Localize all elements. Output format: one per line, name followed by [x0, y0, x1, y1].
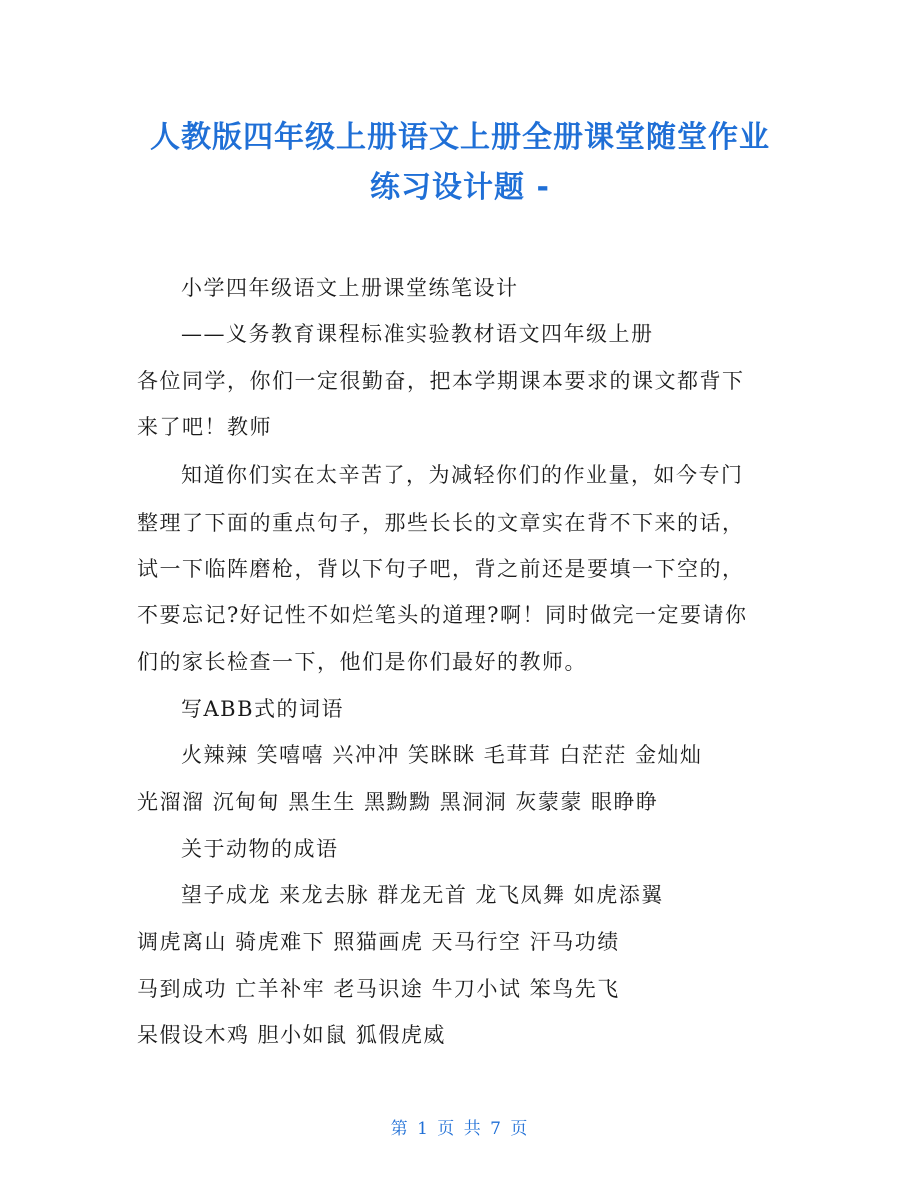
idiom-list-line: 望子成龙 来龙去脉 群龙无首 龙飞凤舞 如虎添翼: [181, 883, 664, 907]
word-list-line: 火辣辣 笑嘻嘻 兴冲冲 笑眯眯 毛茸茸 白茫茫 金灿灿: [181, 743, 703, 767]
paragraph-line: 们的家长检查一下，他们是你们最好的教师。: [137, 650, 587, 674]
idiom-list-line: 呆假设木鸡 胆小如鼠 狐假虎威: [137, 1023, 446, 1047]
paragraph-line: 知道你们实在太辛苦了，为减轻你们的作业量，如今专门: [181, 463, 744, 487]
paragraph-line: 各位同学，你们一定很勤奋，把本学期课本要求的课文都背下: [137, 369, 745, 393]
paragraph-line: 试一下临阵磨枪，背以下句子吧，背之前还是要填一下空的，: [137, 557, 745, 581]
word-list-line: 光溜溜 沉甸甸 黑生生 黑黝黝 黑洞洞 灰蒙蒙 眼睁睁: [137, 790, 659, 814]
document-title-line-2: 练习设计题 -: [370, 170, 550, 205]
paragraph-line: 整理了下面的重点句子，那些长长的文章实在背不下来的话，: [137, 511, 745, 535]
section-heading-idioms: 关于动物的成语: [181, 837, 339, 861]
section-heading-abb: 写ABB式的词语: [181, 697, 345, 721]
document-title-line-1: 人教版四年级上册语文上册全册课堂随堂作业: [150, 120, 770, 155]
paragraph-line: 来了吧！教师: [137, 415, 272, 439]
subtitle-source-line: ——义务教育课程标准实验教材语文四年级上册: [181, 322, 654, 346]
page-number-footer: 第 1 页 共 7 页: [390, 1119, 530, 1139]
paragraph-line: 不要忘记?好记性不如烂笔头的道理?啊！同时做完一定要请你: [137, 603, 748, 627]
idiom-list-line: 马到成功 亡羊补牢 老马识途 牛刀小试 笨鸟先飞: [137, 977, 620, 1001]
subtitle-line: 小学四年级语文上册课堂练笔设计: [181, 276, 519, 300]
idiom-list-line: 调虎离山 骑虎难下 照猫画虎 天马行空 汗马功绩: [137, 930, 620, 954]
